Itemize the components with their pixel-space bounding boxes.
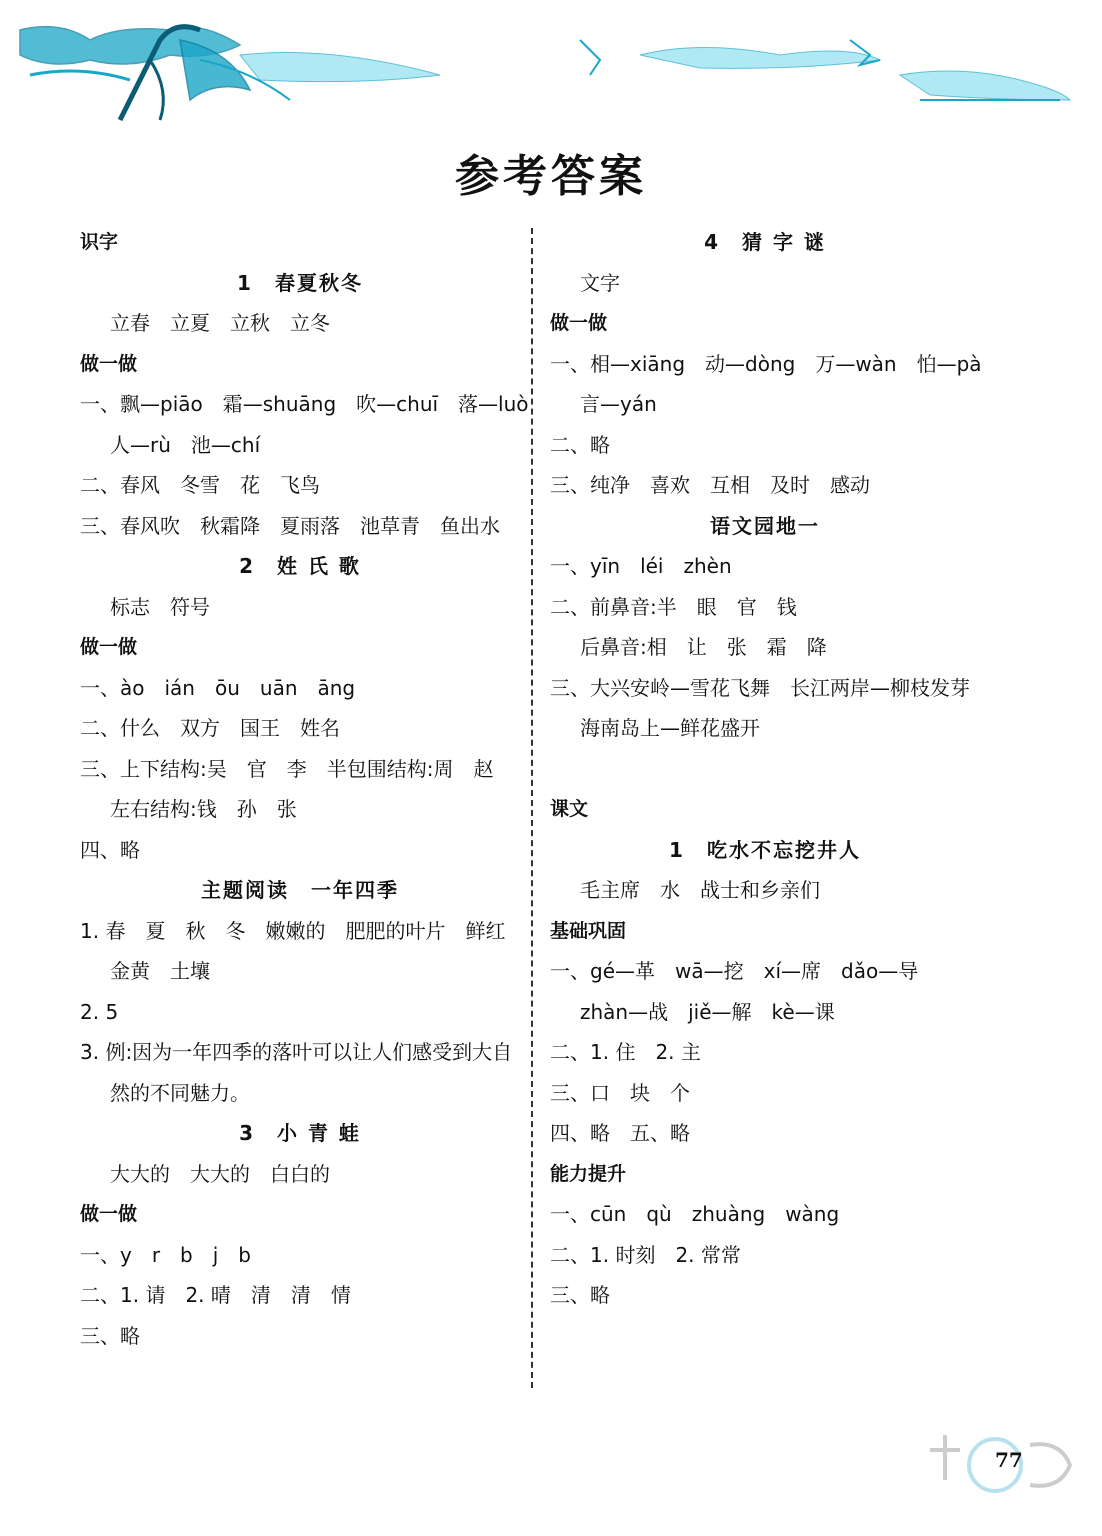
page-number: 77: [995, 1448, 1023, 1472]
answer-line: 三、略: [80, 1323, 140, 1348]
answer-line: 四、略: [80, 837, 140, 862]
section-label: 做一做: [80, 636, 138, 658]
landscape-banner-illustration: [0, 0, 1102, 140]
right-column: [550, 222, 980, 1316]
answer-line: 二、1. 时刻 2. 常常: [550, 1242, 741, 1267]
answer-line: 三、口 块 个: [550, 1080, 690, 1105]
section-label: 能力提升: [550, 1162, 627, 1185]
lesson-heading: 4 猜 字 谜: [704, 230, 826, 254]
answer-line: 一、ào ián ōu uān āng: [80, 675, 356, 700]
answer-line: 三、上下结构:吴 官 李 半包围结构:周 赵: [80, 756, 494, 781]
answer-line: 后鼻音:相 让 张 霜 降: [580, 635, 827, 659]
answer-line: 二、1. 请 2. 晴 清 清 情: [80, 1283, 351, 1307]
answer-line: 二、前鼻音:半 眼 官 钱: [550, 594, 797, 619]
column-divider: [531, 228, 533, 1388]
answer-line: 文字: [580, 270, 620, 295]
answer-line: 左右结构:钱 孙 张: [110, 797, 297, 821]
lesson-heading: 语文园地一: [710, 513, 820, 538]
answer-line: 二、略: [550, 432, 610, 457]
answer-line: 海南岛上—鲜花盛开: [580, 716, 760, 740]
answer-line: 二、什么 双方 国王 姓名: [80, 716, 340, 740]
answer-line: 三、纯净 喜欢 互相 及时 感动: [550, 473, 870, 497]
answer-line: 言—yán: [580, 392, 657, 416]
answer-line: 一、飘—piāo 霜—shuāng 吹—chuī 落—luò: [80, 392, 529, 416]
answer-line: 一、gé—革 wā—挖 xí—席 dǎo—导: [550, 959, 919, 983]
answer-line: 金黄 土壤: [110, 959, 210, 983]
spacer: [550, 749, 980, 790]
answer-line: 三、大兴安岭—雪花飞舞 长江两岸—柳枝发芽: [550, 675, 970, 700]
lesson-heading: 1 春夏秋冬: [237, 270, 363, 295]
lesson-heading: 1 吃水不忘挖井人: [669, 837, 861, 862]
section-label: 做一做: [80, 1203, 138, 1225]
page-title: 参考答案: [455, 151, 647, 202]
watermark-logo: [920, 1420, 1100, 1530]
left-column: [80, 222, 529, 1356]
answer-line: 一、y r b j b: [80, 1242, 252, 1267]
answer-line: 1. 春 夏 秋 冬 嫩嫩的 肥肥的叶片 鲜红: [80, 918, 506, 943]
answer-line: 二、春风 冬雪 花 飞鸟: [80, 473, 320, 497]
answer-line: 一、cūn qù zhuàng wàng: [550, 1202, 840, 1226]
answer-line: 大大的 大大的 白白的: [110, 1161, 330, 1186]
answer-line: 三、春风吹 秋霜降 夏雨落 池草青 鱼出水: [80, 513, 500, 538]
answer-line: 人—rù 池—chí: [110, 432, 261, 457]
lesson-heading: 主题阅读 一年四季: [201, 878, 399, 902]
section-label: 做一做: [550, 312, 608, 334]
answer-line: zhàn—战 jiě—解 kè—课: [580, 999, 835, 1024]
lesson-heading: 3 小 青 蛙: [239, 1121, 361, 1145]
section-label: 做一做: [80, 352, 138, 375]
section-label: 基础巩固: [550, 919, 627, 942]
answer-line: 标志 符号: [110, 594, 210, 619]
section-label: 课文: [550, 798, 589, 820]
answer-line: 然的不同魅力。: [110, 1080, 250, 1105]
answer-line: 一、相—xiāng 动—dòng 万—wàn 怕—pà: [550, 351, 982, 376]
answer-line: 二、1. 住 2. 主: [550, 1040, 701, 1064]
answer-line: 3. 例:因为一年四季的落叶可以让人们感受到大自: [80, 1040, 513, 1064]
answer-line: 四、略 五、略: [550, 1121, 690, 1145]
section-label: 识字: [80, 231, 119, 253]
answer-line: 毛主席 水 战士和乡亲们: [580, 878, 820, 902]
lesson-heading: 2 姓 氏 歌: [239, 554, 361, 578]
answer-line: 2. 5: [80, 999, 119, 1024]
answer-line: 一、yīn léi zhèn: [550, 554, 732, 578]
answer-line: 立春 立夏 立秋 立冬: [110, 311, 330, 335]
answer-line: 三、略: [550, 1283, 610, 1307]
